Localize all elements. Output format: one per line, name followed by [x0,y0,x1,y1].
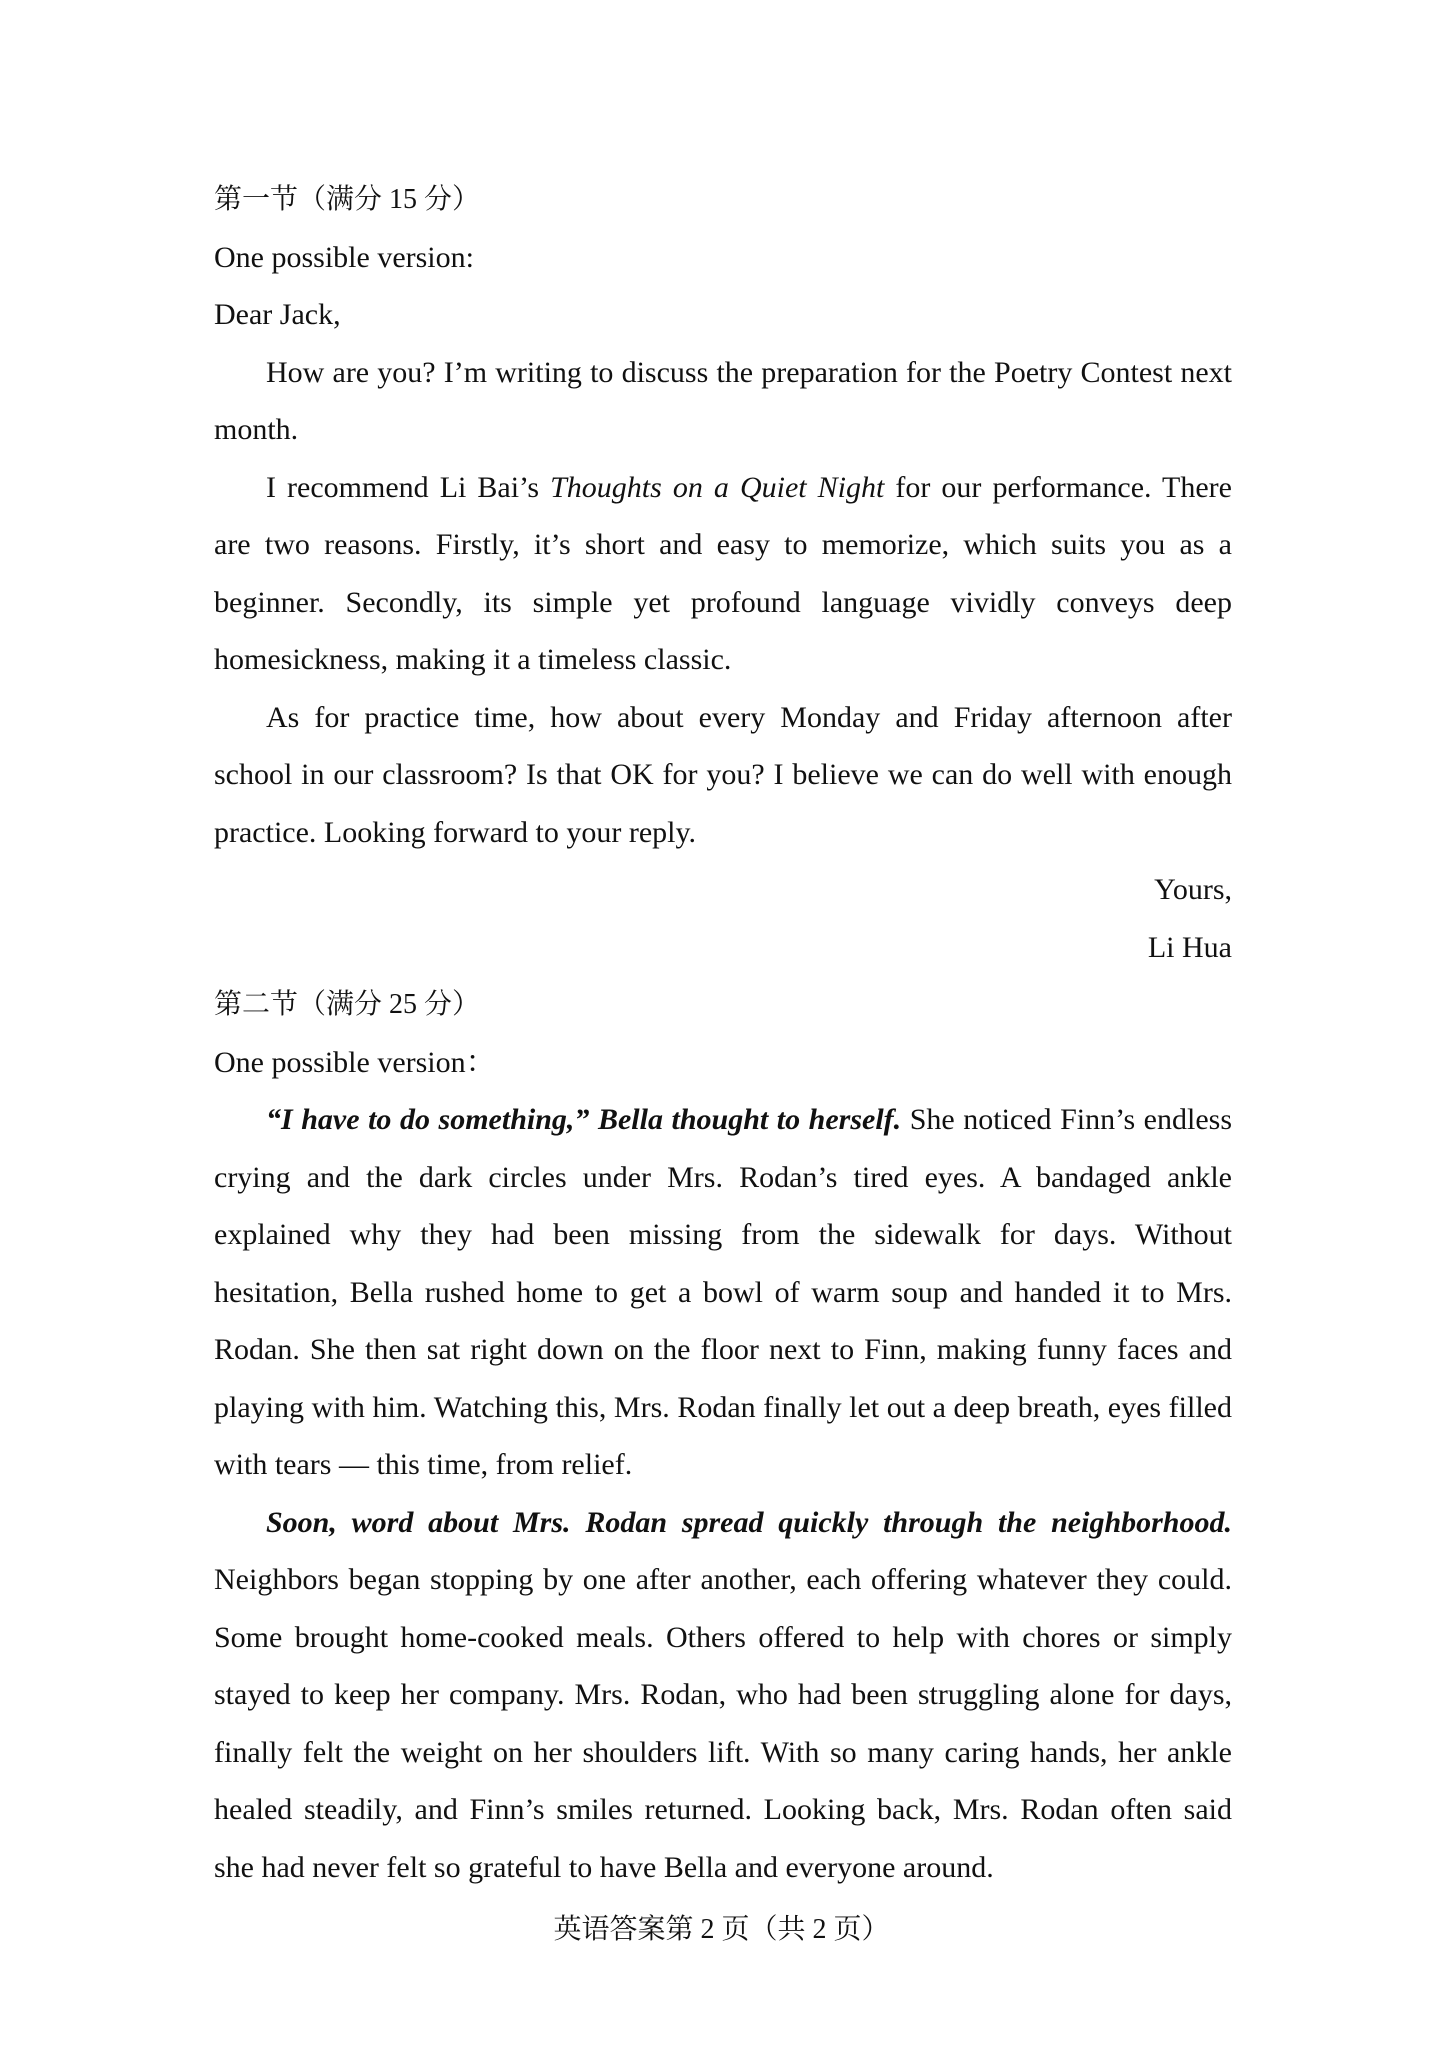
letter-paragraph-2-before: I recommend Li Bai’s [266,470,551,504]
section2-intro: One possible version： [214,1045,496,1079]
page-content [214,171,1232,1896]
letter-paragraph-2-after: for our performance. There are two reasons. Firstly, it’s short and easy to memorize, which suits you as a beginner. Secondly, its simple yet profound language vividly conveys deep homesickness, making it a timeless classic. [214,470,1232,676]
story-paragraph-1-rest: She noticed Finn’s endless crying and the dark circles under Mrs. Rodan’s tired eyes. A bandaged ankle explained why they had been missing from the sidewalk for days. Without hesitation, Bella rushed home to get a bowl of warm soup and handed it to Mrs. Rodan. She then sat right down on the floor next to Finn, making funny faces and playing with him. Watching this, Mrs. Rodan finally let out a deep breath, eyes filled with tears — this time, from relief. [214,1103,1232,1481]
letter-signature: Li Hua [1147,930,1232,964]
story-paragraph-2-lead: Soon, word about Mrs. Rodan spread quickly through the neighborhood. [266,1505,1232,1539]
letter-greeting: Dear Jack, [214,298,341,331]
section1-intro: One possible version: [214,240,474,274]
poem-title: Thoughts on a Quiet Night [550,470,885,504]
page-footer: 英语答案第 2 页（共 2 页） [553,1914,890,1945]
section2-heading: 第二节（满分 25 分） [214,989,481,1020]
letter-closing: Yours, [1154,873,1232,906]
story-paragraph-1 [214,1091,1232,1494]
letter-paragraph-2 [214,459,1232,689]
story-paragraph-2 [214,1494,1232,1897]
story-paragraph-1-lead: “I have to do something,” Bella thought to herself. [266,1103,902,1136]
section1-heading: 第一节（满分 15 分） [214,184,481,215]
letter-paragraph-3: As for practice time, how about every Monday and Friday afternoon after school in our classroom? Is that OK for you? I believe we can do well with enough practice. Looking forward to your reply. [214,700,1232,849]
letter-paragraph-1: How are you? I’m writing to discuss the preparation for the Poetry Contest next month. [214,355,1232,446]
story-paragraph-2-rest: Neighbors began stopping by one after another, each offering whatever they could. Some brought home-cooked meals. Others offered to help with chores or simply stayed to keep her company. Mrs. Rodan, who had been struggling alone for days, finally felt the weight on her shoulders lift. With so many caring hands, her ankle healed steadily, and Finn’s smiles returned. Looking back, Mrs. Rodan often said she had never felt so grateful to have Bella and everyone around. [214,1563,1232,1884]
